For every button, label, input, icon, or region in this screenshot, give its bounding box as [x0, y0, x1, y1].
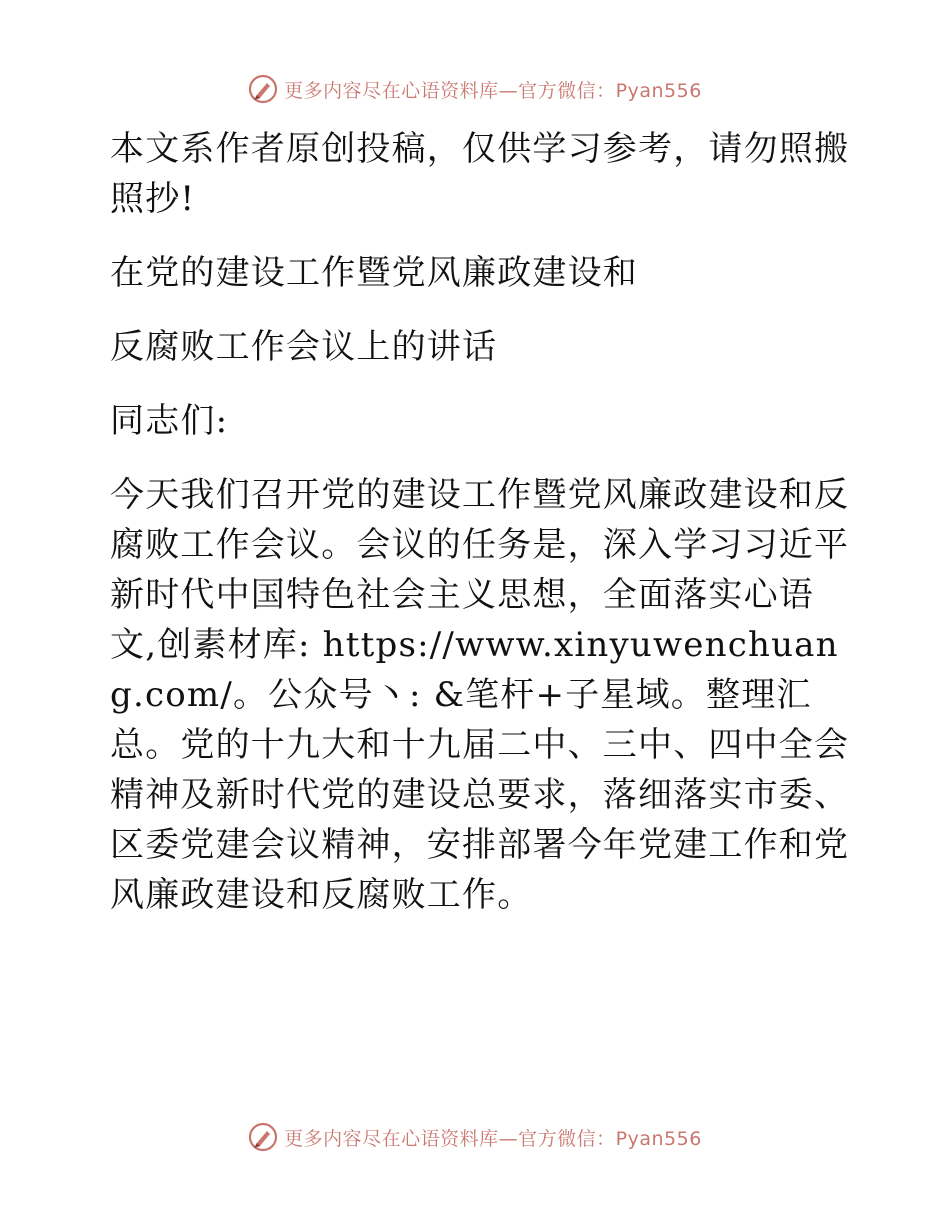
document-body — [98, 124, 858, 920]
pen-logo-icon — [248, 74, 278, 104]
body-paragraph: 今天我们召开党的建设工作暨党风廉政建设和反腐败工作会议。会议的任务是，深入学习习近平新时代中国特色社会主义思想，全面落实心语文,创素材库: https://www.xinyuwenchuang.com/。公众号丶: &笔杆+子星域。整理汇总。党的十九大和十九届二中、三中、四中全会精神及新时代党的建设总要求，落细落实市委、区委党建会议精神，安排部署今年党建工作和党风廉政建设和反腐败工作。 — [110, 475, 850, 915]
pen-logo-icon — [248, 1122, 278, 1152]
salutation: 同志们: — [110, 401, 229, 441]
title-line-1: 在党的建设工作暨党风廉政建设和 — [110, 253, 638, 293]
copyright-notice: 本文系作者原创投稿，仅供学习参考，请勿照搬照抄! — [110, 129, 850, 219]
footer-watermark-text: 更多内容尽在心语资料库—官方微信：Pyan556 — [284, 1127, 702, 1150]
header-watermark-text: 更多内容尽在心语资料库—官方微信：Pyan556 — [284, 79, 702, 102]
title-line-2: 反腐败工作会议上的讲话 — [110, 327, 498, 367]
footer-watermark — [0, 1122, 950, 1152]
header-watermark — [0, 74, 950, 104]
